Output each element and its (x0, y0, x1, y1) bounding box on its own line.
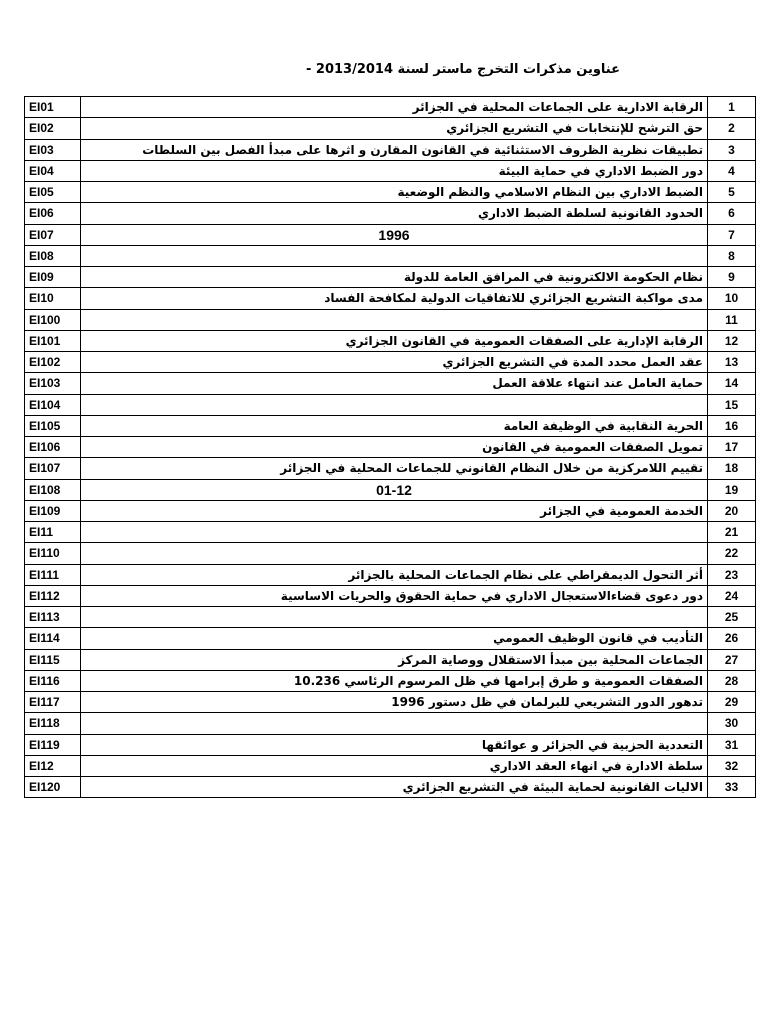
row-number: 23 (708, 564, 756, 585)
table-row (25, 267, 756, 288)
memo-code: EI115 (25, 649, 81, 670)
row-number: 15 (708, 394, 756, 415)
memo-title (81, 394, 708, 415)
memo-title: تدهور الدور التشريعي للبرلمان في ظل دستور 1996 (81, 692, 708, 713)
memo-title: الرقابة الادارية على الجماعات المحلية في الجزائر (81, 97, 708, 118)
memo-code: EI01 (25, 97, 81, 118)
table-row (25, 734, 756, 755)
table-row (25, 777, 756, 798)
memo-title: دور دعوى قضاءالاستعجال الاداري في حماية الحقوق والحريات الاساسية (81, 585, 708, 606)
memo-title: مدى مواكبة التشريع الجزائري للاتفاقيات الدولية لمكافحة الفساد (81, 288, 708, 309)
memo-title: الصفقات العمومية و طرق إبرامها في ظل المرسوم الرئاسي 10.236 (81, 670, 708, 691)
memo-title: الرقابة الإدارية على الصفقات العمومية في القانون الجزائري (81, 330, 708, 351)
memo-code: EI117 (25, 692, 81, 713)
memo-code: EI07 (25, 224, 81, 245)
table-row (25, 564, 756, 585)
row-number: 3 (708, 139, 756, 160)
row-number: 9 (708, 267, 756, 288)
memo-code: EI104 (25, 394, 81, 415)
memo-title (81, 543, 708, 564)
memo-code: EI109 (25, 500, 81, 521)
memo-code: EI06 (25, 203, 81, 224)
row-number: 8 (708, 245, 756, 266)
table-row (25, 330, 756, 351)
memo-code: EI102 (25, 352, 81, 373)
memo-title: الحدود القانونية لسلطة الضبط الاداري (81, 203, 708, 224)
row-number: 31 (708, 734, 756, 755)
memo-code: EI10 (25, 288, 81, 309)
table-row (25, 182, 756, 203)
memo-title: تطبيقات نظرية الظروف الاستثنائية في القانون المقارن و اثرها على مبدأ الفصل بين السلطات (81, 139, 708, 160)
memo-title: التأديب في قانون الوظيف العمومي (81, 628, 708, 649)
table-row (25, 160, 756, 181)
table-row (25, 713, 756, 734)
row-number: 26 (708, 628, 756, 649)
row-number: 30 (708, 713, 756, 734)
memo-title: الجماعات المحلية بين مبدأ الاستقلال ووصاية المركز (81, 649, 708, 670)
table-row (25, 245, 756, 266)
memo-code: EI111 (25, 564, 81, 585)
table-row (25, 352, 756, 373)
memo-title: الخدمة العمومية في الجزائر (81, 500, 708, 521)
table-row (25, 288, 756, 309)
table-row (25, 309, 756, 330)
row-number: 20 (708, 500, 756, 521)
row-number: 7 (708, 224, 756, 245)
table-row (25, 607, 756, 628)
row-number: 4 (708, 160, 756, 181)
memo-title: تمويل الصفقات العمومية في القانون (81, 437, 708, 458)
table-row (25, 670, 756, 691)
row-number: 13 (708, 352, 756, 373)
row-number: 25 (708, 607, 756, 628)
table-row (25, 203, 756, 224)
memo-title (81, 607, 708, 628)
memo-code: EI09 (25, 267, 81, 288)
memo-code: EI105 (25, 415, 81, 436)
table-row (25, 522, 756, 543)
row-number: 5 (708, 182, 756, 203)
memo-title: الاليات القانونية لحماية البيئة في التشريع الجزائري (81, 777, 708, 798)
memo-title: سلطة الادارة في انهاء العقد الاداري (81, 755, 708, 776)
row-number: 19 (708, 479, 756, 500)
memo-code: EI08 (25, 245, 81, 266)
row-number: 33 (708, 777, 756, 798)
memo-code: EI101 (25, 330, 81, 351)
memo-titles-table (24, 96, 756, 798)
memo-title: تقييم اللامركزية من خلال النظام القانوني للجماعات المحلية في الجزائر (81, 458, 708, 479)
document-title: عناوين مذكرات التخرج ماستر لسنة 2013/2014 - (305, 62, 620, 77)
row-number: 24 (708, 585, 756, 606)
memo-code: EI118 (25, 713, 81, 734)
table-row (25, 479, 756, 500)
memo-title (81, 522, 708, 543)
memo-title: نظام الحكومة الالكترونية في المرافق العامة للدولة (81, 267, 708, 288)
memo-code: EI106 (25, 437, 81, 458)
memo-title: حق الترشح للإنتخابات في التشريع الجزائري (81, 118, 708, 139)
memo-title (81, 713, 708, 734)
row-number: 27 (708, 649, 756, 670)
table-row (25, 649, 756, 670)
table-row (25, 500, 756, 521)
memo-code: EI114 (25, 628, 81, 649)
memo-code: EI119 (25, 734, 81, 755)
row-number: 6 (708, 203, 756, 224)
table-body (25, 97, 756, 798)
memo-code: EI120 (25, 777, 81, 798)
row-number: 22 (708, 543, 756, 564)
memo-title: الضبط الاداري بين النظام الاسلامي والنظم الوضعية (81, 182, 708, 203)
row-number: 16 (708, 415, 756, 436)
memo-title (81, 309, 708, 330)
memo-code: EI11 (25, 522, 81, 543)
table-row (25, 118, 756, 139)
row-number: 32 (708, 755, 756, 776)
table-row (25, 415, 756, 436)
memo-title: حماية العامل عند انتهاء علاقة العمل (81, 373, 708, 394)
table-row (25, 543, 756, 564)
memo-title: أثر التحول الديمقراطي على نظام الجماعات المحلية بالجزائر (81, 564, 708, 585)
row-number: 17 (708, 437, 756, 458)
row-number: 12 (708, 330, 756, 351)
table-row (25, 139, 756, 160)
memo-title: عقد العمل محدد المدة في التشريع الجزائري (81, 352, 708, 373)
memo-title: دور الضبط الاداري في حماية البيئة (81, 160, 708, 181)
memo-code: EI112 (25, 585, 81, 606)
memo-code: EI02 (25, 118, 81, 139)
memo-code: EI100 (25, 309, 81, 330)
table-row (25, 373, 756, 394)
table-row (25, 458, 756, 479)
memo-title: التعددية الحزبية في الجزائر و عوائقها (81, 734, 708, 755)
table-row (25, 692, 756, 713)
memo-code: EI116 (25, 670, 81, 691)
table-row (25, 394, 756, 415)
memo-code: EI03 (25, 139, 81, 160)
document-header (150, 60, 620, 84)
table-row (25, 97, 756, 118)
row-number: 10 (708, 288, 756, 309)
memo-code: EI108 (25, 479, 81, 500)
table-row (25, 224, 756, 245)
table-row (25, 755, 756, 776)
memo-code: EI04 (25, 160, 81, 181)
table-row (25, 585, 756, 606)
row-number: 18 (708, 458, 756, 479)
memo-code: EI12 (25, 755, 81, 776)
memo-code: EI103 (25, 373, 81, 394)
memo-title: 1996 (81, 224, 708, 245)
table-row (25, 437, 756, 458)
memo-code: EI110 (25, 543, 81, 564)
memo-code: EI107 (25, 458, 81, 479)
memo-code: EI113 (25, 607, 81, 628)
memo-code: EI05 (25, 182, 81, 203)
memo-title (81, 245, 708, 266)
memo-title: 01-12 (81, 479, 708, 500)
row-number: 29 (708, 692, 756, 713)
row-number: 11 (708, 309, 756, 330)
row-number: 2 (708, 118, 756, 139)
memo-title: الحرية النقابية في الوظيفة العامة (81, 415, 708, 436)
row-number: 21 (708, 522, 756, 543)
row-number: 14 (708, 373, 756, 394)
table-row (25, 628, 756, 649)
row-number: 1 (708, 97, 756, 118)
row-number: 28 (708, 670, 756, 691)
